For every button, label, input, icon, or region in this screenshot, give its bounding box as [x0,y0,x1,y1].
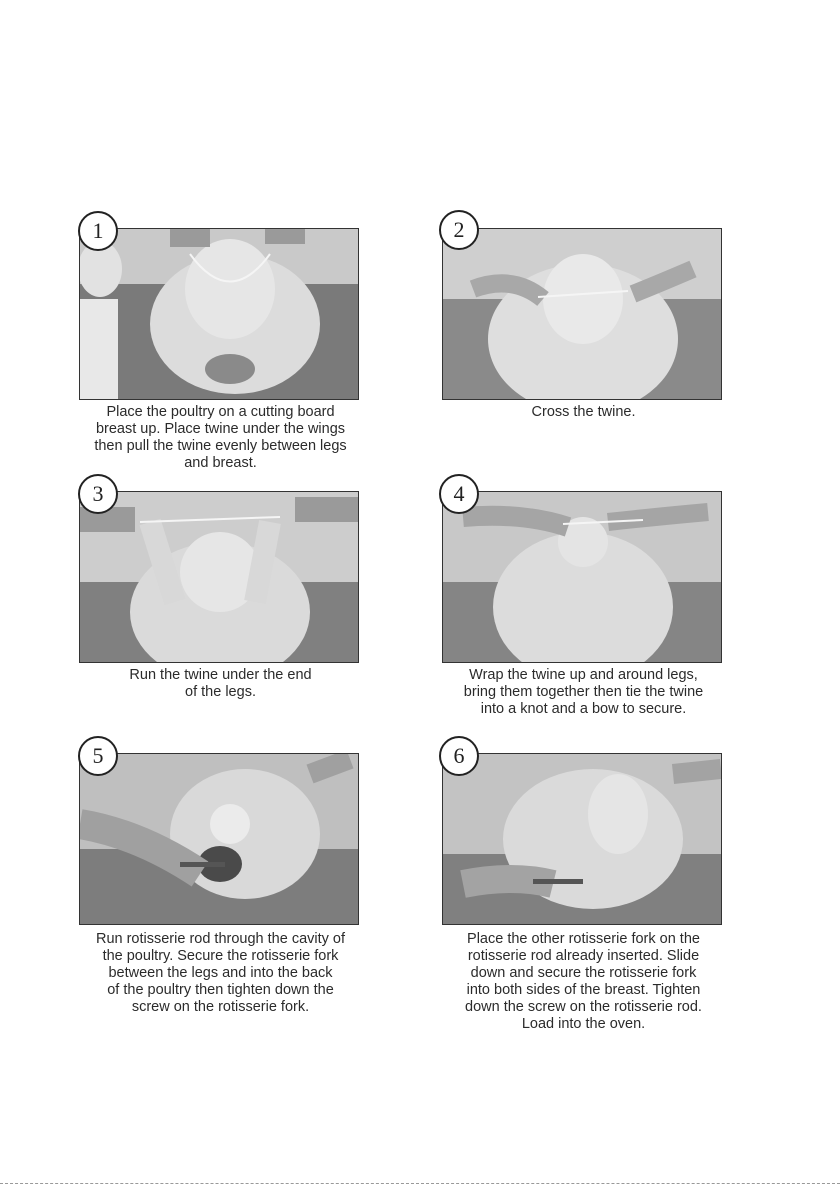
step-5-caption-line: the poultry. Secure the rotisserie fork [102,948,339,964]
step-1-caption-line: then pull the twine evenly between legs [94,438,347,454]
page-bottom-divider [0,1183,840,1184]
step-6-caption [442,931,725,1033]
step-6-photo [442,753,722,925]
step-1-caption-line: Place the poultry on a cutting board [106,404,335,420]
step-2-number-badge: 2 [439,210,479,250]
step-4-number-badge: 4 [439,474,479,514]
step-5-caption-line: Run rotisserie rod through the cavity of [95,931,346,947]
step-4-caption-line: Wrap the twine up and around legs, [469,667,698,683]
step-5-caption [79,931,362,1016]
step-3-caption [79,667,362,701]
step-5-caption-line: between the legs and into the back [108,965,333,981]
step-6-caption-line: Place the other rotisserie fork on the [467,931,700,947]
step-2-photo [442,228,722,400]
step-5-number-badge: 5 [78,736,118,776]
step-6-caption-line: down and secure the rotisserie fork [470,965,697,981]
step-3-caption-line: Run the twine under the end [129,667,312,683]
step-5-caption-line: of the poultry then tighten down the [107,982,334,998]
step-1-number-badge: 1 [78,211,118,251]
step-6-number-badge: 6 [439,736,479,776]
step-4-caption [442,667,725,718]
step-3-number-badge: 3 [78,474,118,514]
step-1-caption-line: breast up. Place twine under the wings [95,421,346,437]
step-4-caption-line: bring them together then tie the twine [463,684,704,700]
step-5-caption-line: screw on the rotisserie fork. [131,999,310,1015]
step-1-photo [79,228,359,400]
step-5-photo [79,753,359,925]
step-3-caption-line: of the legs. [185,684,256,700]
step-4-photo [442,491,722,663]
step-1-caption [79,404,362,472]
step-6-caption-line: down the screw on the rotisserie rod. [465,999,702,1015]
step-6-caption-line: Load into the oven. [521,1016,646,1032]
step-1-caption-line: and breast. [184,455,257,471]
step-6-caption-line: rotisserie rod already inserted. Slide [467,948,700,964]
step-2-caption [442,404,725,421]
step-4-caption-line: into a knot and a bow to secure. [480,701,687,717]
step-6-caption-line: into both sides of the breast. Tighten [466,982,701,998]
step-3-photo [79,491,359,663]
step-2-caption-line: Cross the twine. [531,404,636,420]
